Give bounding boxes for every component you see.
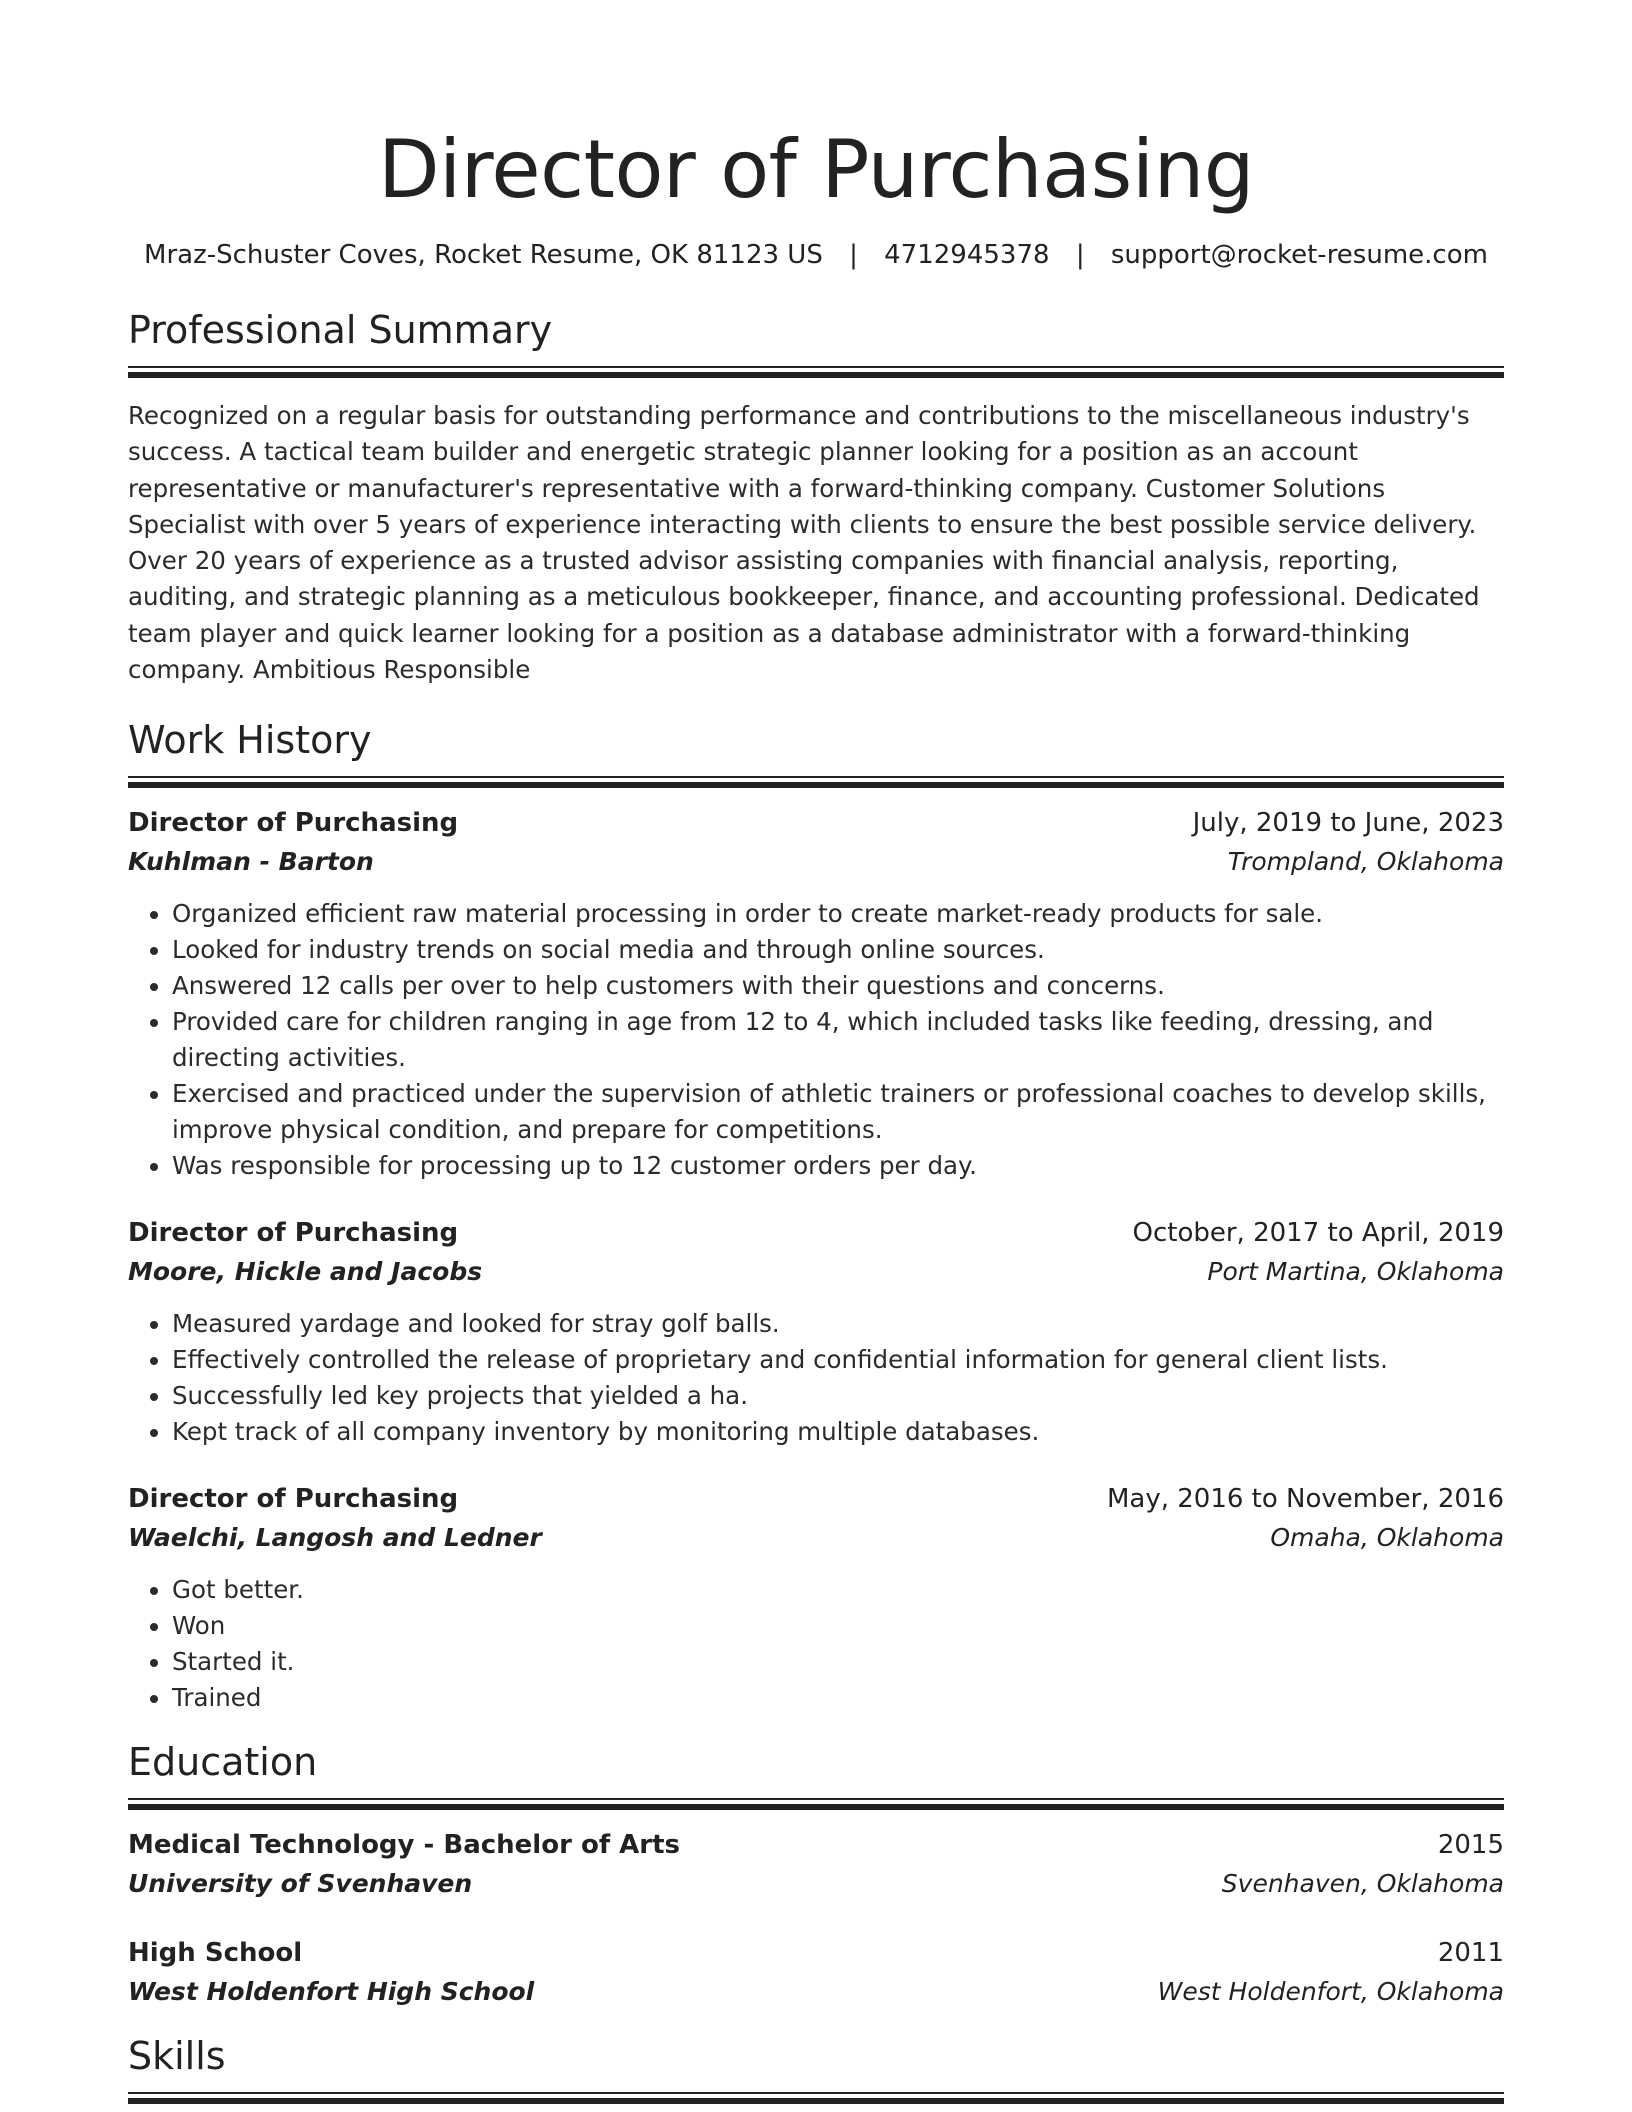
education-degree: High School — [128, 1938, 303, 1969]
job-bullets — [128, 1306, 1504, 1450]
summary-text: Recognized on a regular basis for outstanding performance and contributions to the miscellaneous industry's success. A tactical team builder and energetic strategic planner looking for a position as an account representative or manufacturer's representative with a forward-thinking company. Customer Solutions Specialist with over 5 years of experience interacting with clients to ensure the best possible service delivery. Over 20 years of experience as a trusted advisor assisting companies with financial analysis, reporting, auditing, and strategic planning as a meticulous bookkeeper, finance, and accounting professional. Dedicated team player and quick learner looking for a position as a database administrator with a forward-thinking company. Ambitious Responsible — [128, 401, 1480, 685]
education-school: West Holdenfort High School — [128, 1977, 535, 2007]
job-entry — [128, 1214, 1504, 1450]
job-company: Waelchi, Langosh and Ledner — [128, 1523, 542, 1553]
job-company: Kuhlman - Barton — [128, 847, 374, 877]
contact-email: support@rocket-resume.com — [1110, 240, 1488, 270]
section-divider — [128, 2092, 1504, 2102]
job-title: Director of Purchasing — [128, 1484, 459, 1515]
education-entry — [128, 1826, 1504, 1904]
list-item: • Exercised and practiced under the supervision of athletic trainers or professional coaches to develop skills, improve physical condition, and prepare for competitions. — [172, 1076, 1504, 1148]
list-item: • Measured yardage and looked for stray golf balls. — [172, 1306, 1504, 1342]
job-dates: July, 2019 to June, 2023 — [1192, 808, 1504, 839]
skills-section — [128, 2032, 1504, 2102]
section-divider — [128, 1798, 1504, 1808]
list-item: • Answered 12 calls per over to help customers with their questions and concerns. — [172, 968, 1504, 1004]
list-item: • Started it. — [172, 1644, 1504, 1680]
contact-line — [128, 238, 1504, 272]
education-school: University of Svenhaven — [128, 1869, 473, 1899]
list-item: • Trained — [172, 1680, 1504, 1716]
list-item: • Successfully led key projects that yielded a ha. — [172, 1378, 1504, 1414]
education-year: 2011 — [1437, 1938, 1504, 1969]
contact-separator: | — [1075, 240, 1085, 270]
list-item: • Effectively controlled the release of proprietary and confidential information for general client lists. — [172, 1342, 1504, 1378]
job-dates: October, 2017 to April, 2019 — [1132, 1218, 1504, 1249]
section-heading-skills: Skills — [128, 2034, 226, 2079]
section-heading-education: Education — [128, 1740, 318, 1785]
work-section — [128, 716, 1504, 1716]
list-item: • Kept track of all company inventory by monitoring multiple databases. — [172, 1414, 1504, 1450]
section-heading-summary: Professional Summary — [128, 308, 553, 352]
job-bullets — [128, 896, 1504, 1184]
summary-section — [128, 306, 1504, 688]
list-item: • Looked for industry trends on social media and through online sources. — [172, 932, 1504, 968]
job-location: Omaha, Oklahoma — [1270, 1523, 1504, 1553]
job-company: Moore, Hickle and Jacobs — [128, 1257, 483, 1287]
job-dates: May, 2016 to November, 2016 — [1106, 1484, 1504, 1515]
list-item: • Provided care for children ranging in age from 12 to 4, which included tasks like feeding, dressing, and directing activities. — [172, 1004, 1504, 1076]
section-divider — [128, 366, 1504, 376]
education-entry — [128, 1934, 1504, 2012]
contact-separator: | — [849, 240, 858, 270]
job-entry — [128, 1480, 1504, 1716]
job-location: Trompland, Oklahoma — [1227, 847, 1504, 877]
list-item: • Got better. — [172, 1572, 1504, 1608]
contact-address: Mraz-Schuster Coves, Rocket Resume, OK 81123 US — [144, 240, 823, 270]
education-location: Svenhaven, Oklahoma — [1221, 1869, 1504, 1899]
list-item: • Organized efficient raw material processing in order to create market-ready products for sale. — [172, 896, 1504, 932]
list-item: • Won — [172, 1608, 1504, 1644]
job-entry — [128, 804, 1504, 1184]
section-heading-work: Work History — [128, 718, 372, 763]
section-divider — [128, 776, 1504, 786]
education-section — [128, 1738, 1504, 2012]
education-year: 2015 — [1437, 1830, 1504, 1861]
job-location: Port Martina, Oklahoma — [1207, 1257, 1504, 1287]
education-location: West Holdenfort, Oklahoma — [1157, 1977, 1504, 2007]
job-title: Director of Purchasing — [128, 808, 459, 839]
job-bullets — [128, 1572, 1504, 1716]
resume-title: Director of Purchasing — [377, 123, 1255, 216]
job-title: Director of Purchasing — [128, 1218, 459, 1249]
contact-phone: 4712945378 — [884, 240, 1050, 270]
list-item: • Was responsible for processing up to 12 customer orders per day. — [172, 1148, 1504, 1184]
education-degree: Medical Technology - Bachelor of Arts — [128, 1830, 681, 1861]
